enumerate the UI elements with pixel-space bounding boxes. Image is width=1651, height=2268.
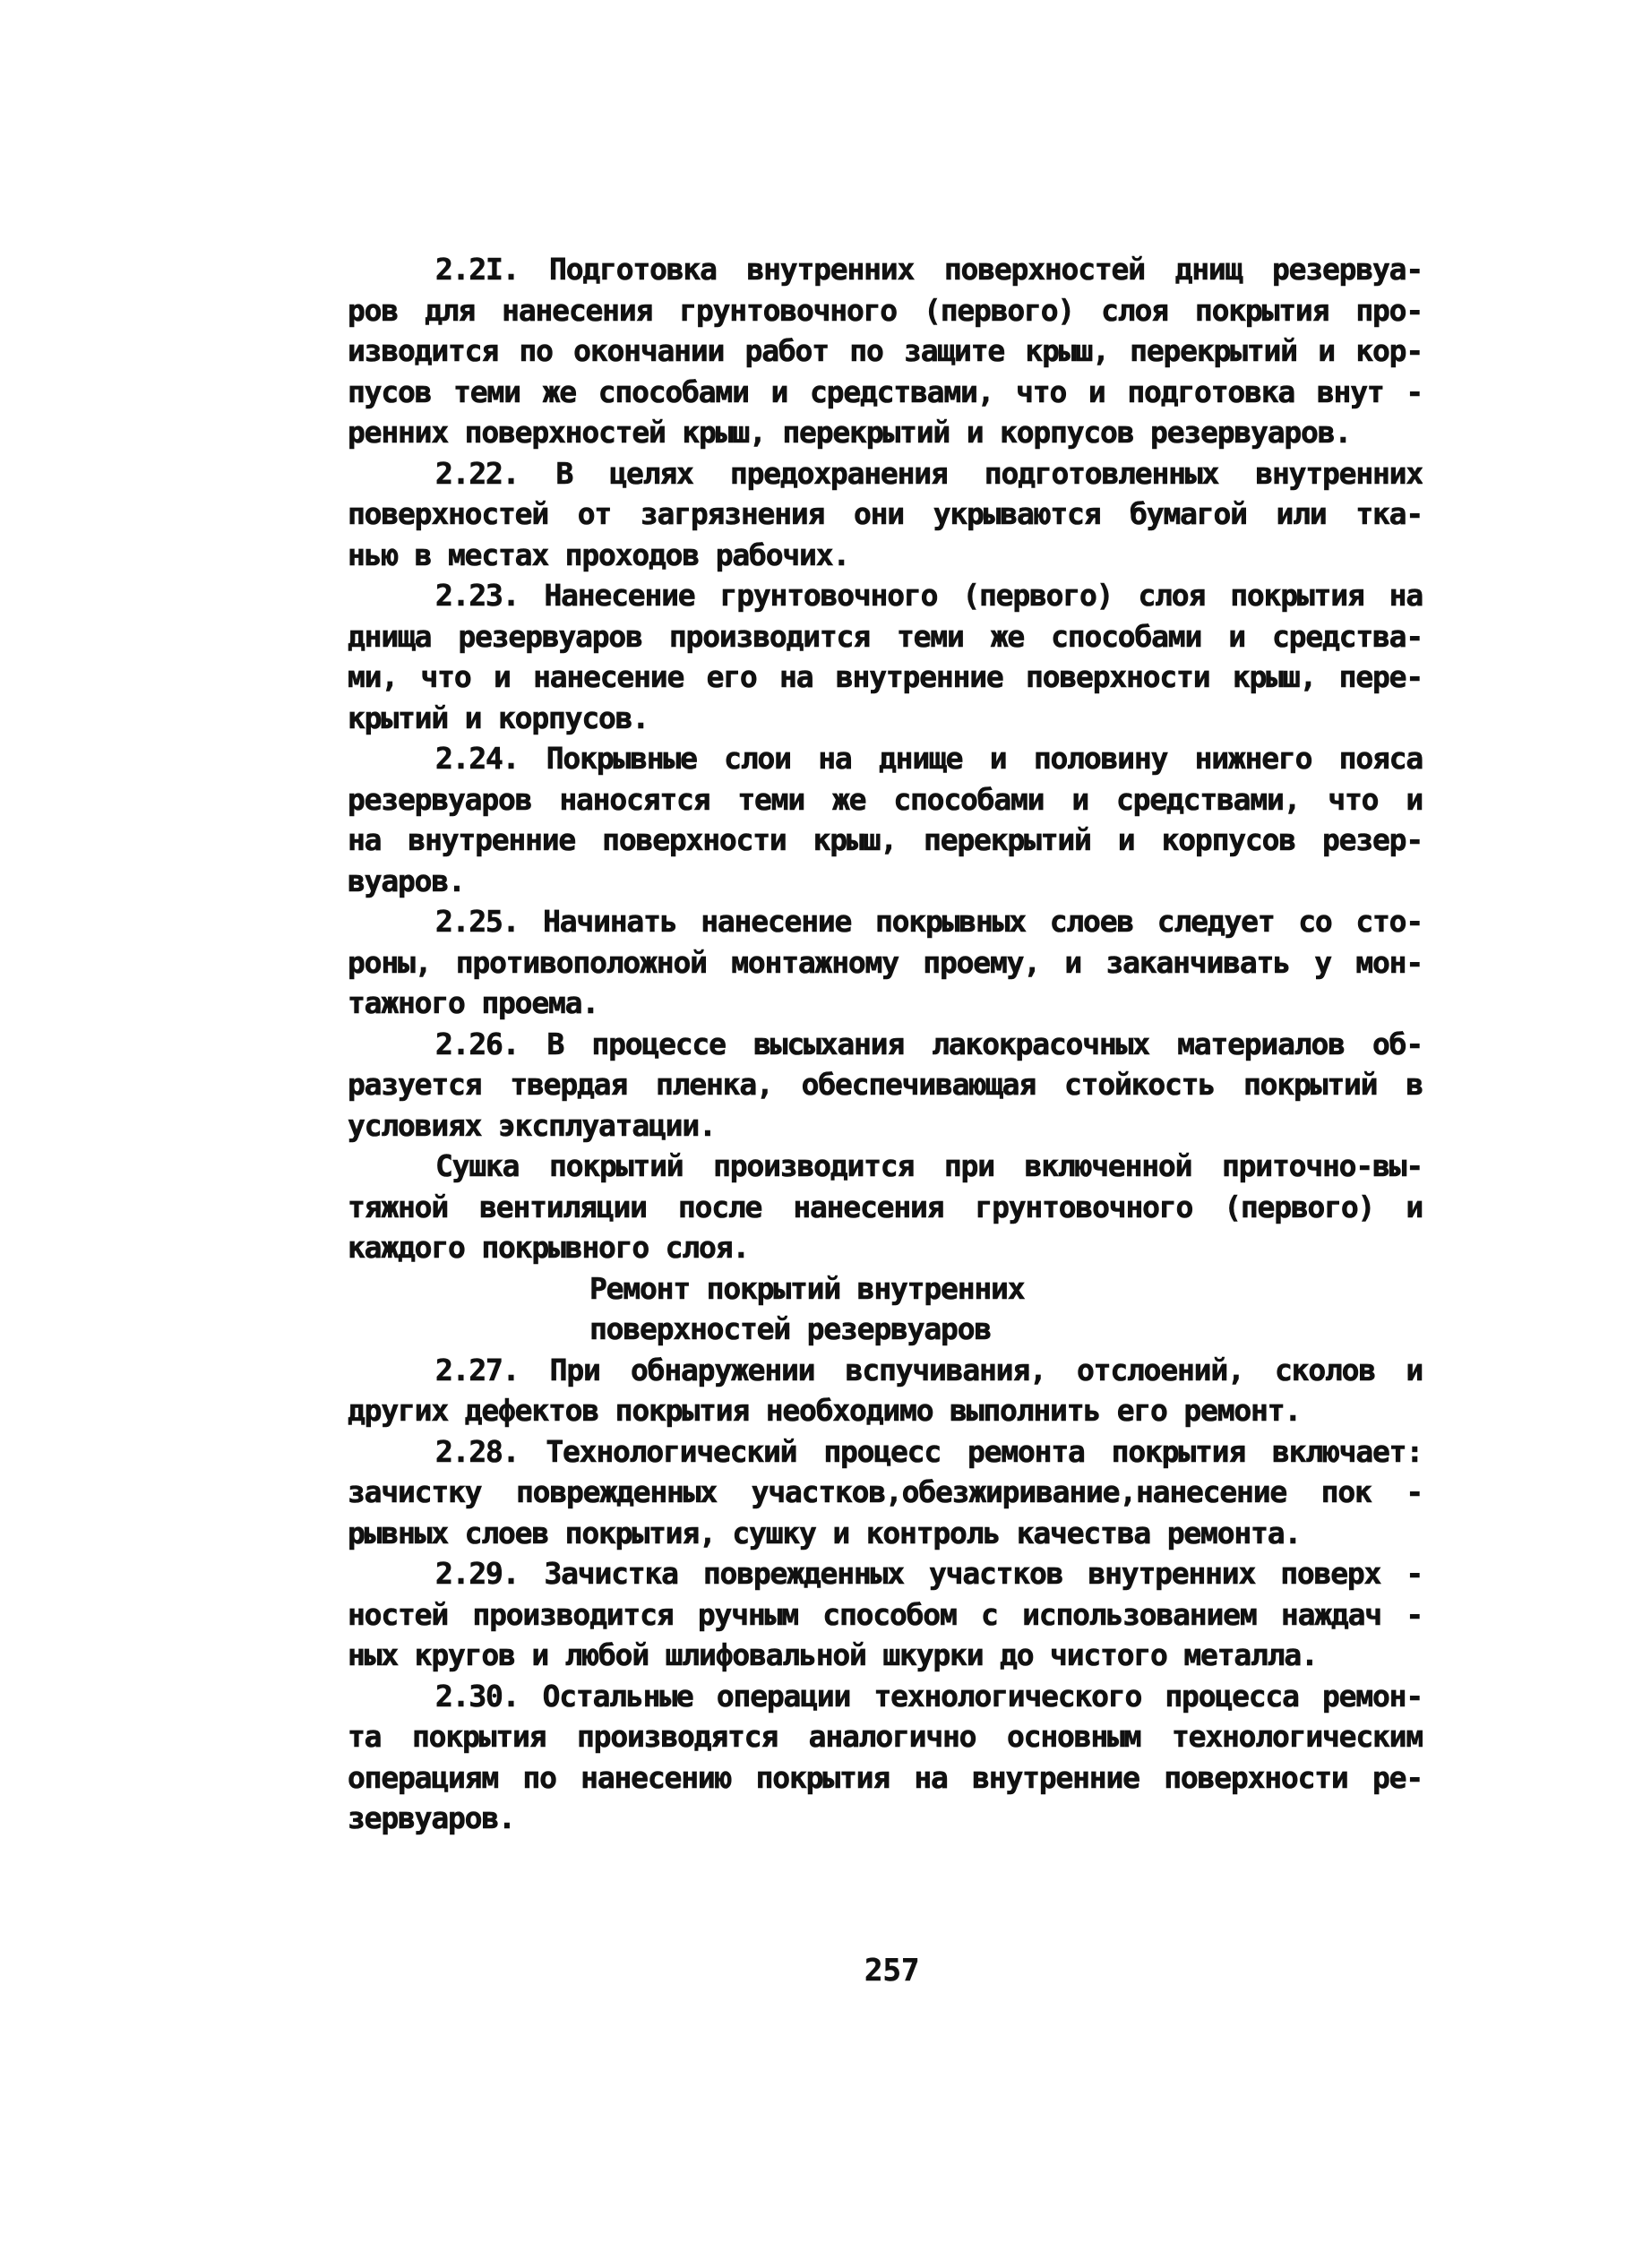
document-body	[348, 249, 1423, 1839]
text-line: поверхностей от загрязнения они укрываются бумагой или тка-	[348, 496, 1423, 531]
text-line: 2.24. Покрывные слои на днище и половину нижнего пояса	[435, 741, 1423, 776]
text-line: 2.30. Остальные операции технологического процесса ремон-	[435, 1678, 1423, 1714]
page-number: 257	[864, 1953, 920, 1989]
text-line: 2.26. В процессе высыхания лакокрасочных материалов об-	[435, 1026, 1423, 1061]
text-line: ностей производится ручным способом с использованием наждач -	[348, 1596, 1423, 1632]
text-line: других дефектов покрытия необходимо выполнить его ремонт.	[348, 1393, 1302, 1428]
text-line: операциям по нанесению покрытия на внутренние поверхности ре-	[348, 1759, 1423, 1795]
text-line: вуаров.	[348, 863, 465, 898]
text-line: 2.25. Начинать нанесение покрывных слоев следует со сто-	[435, 904, 1423, 939]
text-line: зервуаров.	[348, 1800, 515, 1835]
paragraph-2-23	[348, 575, 1423, 738]
paragraph-2-28	[348, 1431, 1423, 1554]
text-line: условиях эксплуатации.	[348, 1107, 716, 1143]
text-line: ми, что и нанесение его на внутренние поверхности крыш, пере-	[348, 659, 1423, 694]
text-line: тяжной вентиляции после нанесения грунтовочного (первого) и	[348, 1189, 1423, 1224]
text-line: ных кругов и любой шлифовальной шкурки до чистого металла.	[348, 1637, 1318, 1672]
paragraph-2-24	[348, 738, 1423, 901]
text-line: 2.23. Нанесение грунтовочного (первого) слоя покрытия на	[435, 578, 1423, 613]
text-line: 2.22. В целях предохранения подготовленных внутренних	[435, 455, 1423, 491]
paragraph-2-22	[348, 453, 1423, 576]
paragraph-2-21	[348, 249, 1423, 453]
paragraph-2-30	[348, 1676, 1423, 1839]
text-line: рывных слоев покрытия, сушку и контроль качества ремонта.	[348, 1515, 1302, 1551]
text-line: зачистку поврежденных участков,обезжиривание,нанесение пок -	[348, 1474, 1423, 1509]
text-line: на внутренние поверхности крыш, перекрытий и корпусов резер-	[348, 822, 1423, 857]
section-heading	[348, 1268, 1423, 1350]
text-line: 2.29. Зачистка поврежденных участков внутренних поверх -	[435, 1556, 1423, 1591]
paragraph-2-25	[348, 901, 1423, 1024]
text-line: ров для нанесения грунтовочного (первого) слоя покрытия про-	[348, 292, 1423, 328]
text-line: разуется твердая пленка, обеспечивающая стойкость покрытий в	[348, 1067, 1423, 1102]
text-line: пусов теми же способами и средствами, что и подготовка внут -	[348, 374, 1423, 409]
text-line: роны, противоположной монтажному проему, и заканчивать у мон-	[348, 944, 1423, 980]
heading-line: Ремонт покрытий внутренних	[589, 1270, 1025, 1306]
text-line: резервуаров наносятся теми же способами и средствами, что и	[348, 781, 1423, 817]
text-line: изводится по окончании работ по защите крыш, перекрытий и кор-	[348, 333, 1423, 368]
document-page	[348, 249, 1423, 1839]
text-line: нью в местах проходов рабочих.	[348, 537, 850, 572]
text-line: 2.27. При обнаружении вспучивания, отслоений, сколов и	[435, 1352, 1423, 1387]
text-line: Сушка покрытий производится при включенной приточно-вы-	[435, 1148, 1423, 1183]
text-line: 2.2I. Подготовка внутренних поверхностей днищ резервуа-	[435, 252, 1423, 287]
text-line: 2.28. Технологический процесс ремонта покрытия включает:	[435, 1433, 1423, 1469]
text-line: каждого покрывного слоя.	[348, 1230, 750, 1265]
paragraph-drying	[348, 1146, 1423, 1268]
text-line: та покрытия производятся аналогично основным технологическим	[348, 1719, 1423, 1754]
paragraph-2-27	[348, 1350, 1423, 1431]
text-line: днища резервуаров производится теми же способами и средства-	[348, 618, 1423, 654]
heading-line: поверхностей резервуаров	[589, 1311, 992, 1346]
text-line: крытий и корпусов.	[348, 700, 649, 735]
paragraph-2-29	[348, 1553, 1423, 1676]
text-line: ренних поверхностей крыш, перекрытий и корпусов резервуаров.	[348, 415, 1352, 450]
text-line: тажного проема.	[348, 985, 599, 1020]
paragraph-2-26	[348, 1024, 1423, 1147]
